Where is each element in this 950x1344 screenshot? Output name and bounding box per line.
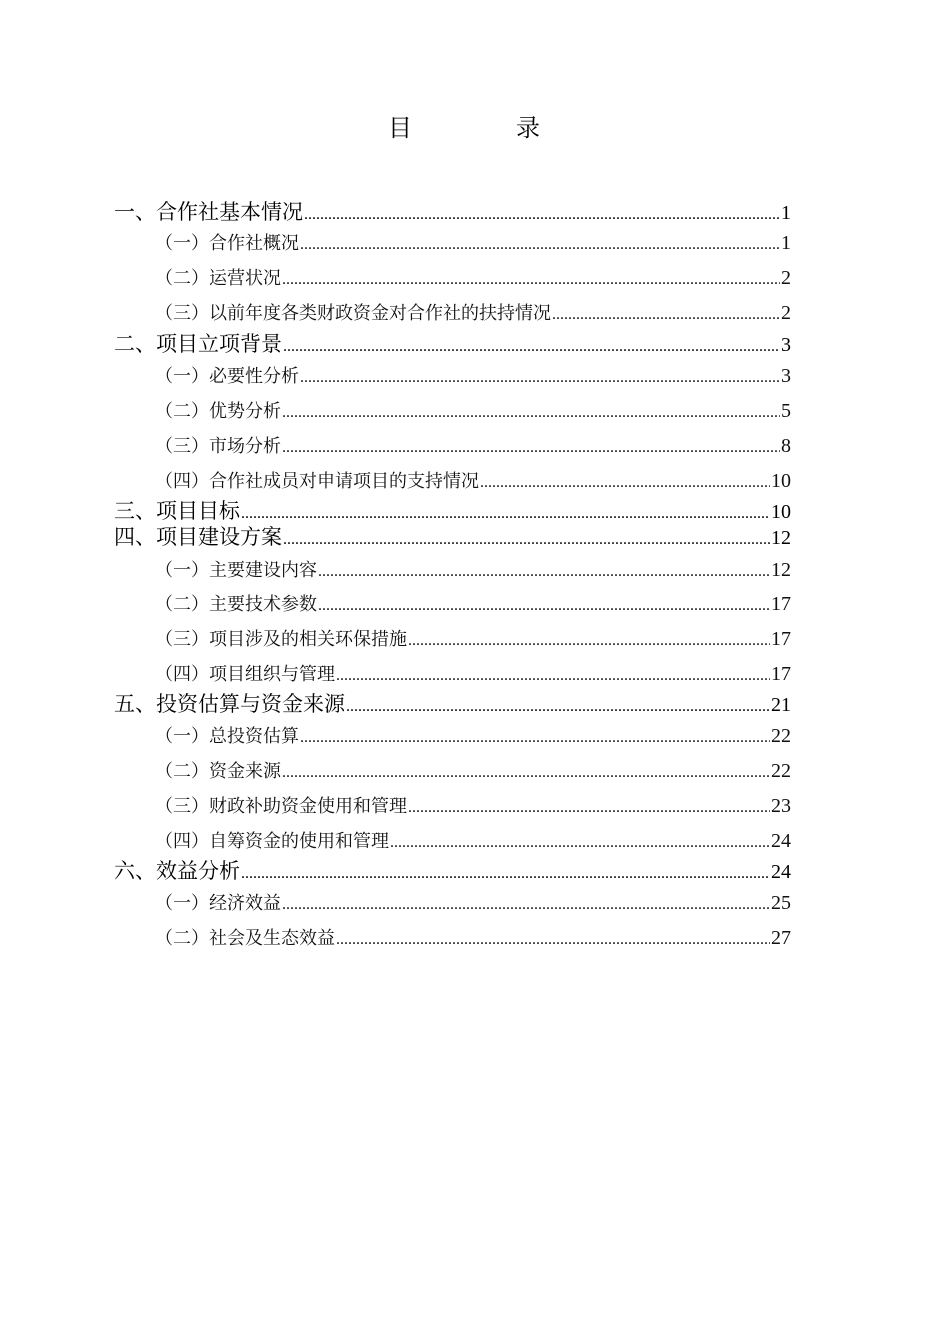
toc-page-number: 21 <box>771 694 791 716</box>
toc-subsection-entry[interactable] <box>155 722 791 748</box>
toc-title-char-2: 录 <box>516 114 540 142</box>
toc-subsection-entry[interactable] <box>155 827 791 853</box>
toc-entry-label: 二、项目立项背景 <box>114 332 282 356</box>
toc-subsection-entry[interactable] <box>155 660 791 686</box>
toc-page-number: 22 <box>771 760 791 782</box>
toc-dot-leader <box>318 597 770 615</box>
toc-dot-leader <box>552 306 780 324</box>
toc-entry-label: （二）社会及生态效益 <box>155 928 335 949</box>
toc-section-entry[interactable] <box>114 521 791 551</box>
toc-dot-leader <box>408 799 770 817</box>
toc-entry-label: 三、项目目标 <box>114 499 240 523</box>
toc-page-number: 10 <box>771 470 791 492</box>
toc-page-number: 10 <box>771 501 791 523</box>
toc-dot-leader <box>282 439 780 457</box>
toc-page-number: 3 <box>781 365 791 387</box>
toc-subsection-entry[interactable] <box>155 432 791 458</box>
toc-dot-leader <box>304 206 780 224</box>
toc-entry-label: （二）优势分析 <box>155 401 281 422</box>
toc-page-number: 12 <box>771 559 791 581</box>
toc-dot-leader <box>241 865 770 883</box>
toc-dot-leader <box>318 563 770 581</box>
toc-page-number: 25 <box>771 892 791 914</box>
toc-page-number: 27 <box>771 927 791 949</box>
toc-dot-leader <box>336 931 770 949</box>
toc-page-number: 3 <box>781 334 791 356</box>
toc-dot-leader <box>283 338 780 356</box>
toc-subsection-entry[interactable] <box>155 757 791 783</box>
toc-subsection-entry[interactable] <box>155 792 791 818</box>
toc-dot-leader <box>390 834 770 852</box>
toc-subsection-entry[interactable] <box>155 362 791 388</box>
toc-page-number: 23 <box>771 795 791 817</box>
toc-entry-label: 四、项目建设方案 <box>114 525 282 549</box>
toc-dot-leader <box>346 698 770 716</box>
toc-subsection-entry[interactable] <box>155 924 791 950</box>
toc-entry-label: （四）自筹资金的使用和管理 <box>155 831 389 852</box>
toc-dot-leader <box>282 404 780 422</box>
toc-subsection-entry[interactable] <box>155 299 791 325</box>
toc-dot-leader <box>300 729 770 747</box>
toc-subsection-entry[interactable] <box>155 889 791 915</box>
toc-page-number: 12 <box>771 527 791 549</box>
toc-page-number: 17 <box>771 593 791 615</box>
toc-subsection-entry[interactable] <box>155 229 791 255</box>
toc-subsection-entry[interactable] <box>155 590 791 616</box>
toc-entry-label: （三）以前年度各类财政资金对合作社的扶持情况 <box>155 303 551 324</box>
toc-entry-label: （三）财政补助资金使用和管理 <box>155 796 407 817</box>
toc-page-number: 22 <box>771 725 791 747</box>
toc-subsection-entry[interactable] <box>155 264 791 290</box>
toc-entry-label: （一）合作社概况 <box>155 233 299 254</box>
toc-dot-leader <box>283 531 770 549</box>
toc-entry-label: （四）项目组织与管理 <box>155 664 335 685</box>
toc-entry-label: 六、效益分析 <box>114 859 240 883</box>
toc-page-number: 17 <box>771 628 791 650</box>
toc-entry-label: （二）主要技术参数 <box>155 594 317 615</box>
toc-page-number: 24 <box>771 861 791 883</box>
toc-entry-label: （一）主要建设内容 <box>155 560 317 581</box>
toc-entry-label: （四）合作社成员对申请项目的支持情况 <box>155 471 479 492</box>
toc-section-entry[interactable] <box>114 855 791 885</box>
toc-page-number: 2 <box>781 267 791 289</box>
toc-page-number: 5 <box>781 400 791 422</box>
toc-dot-leader <box>408 632 770 650</box>
toc-dot-leader <box>336 667 770 685</box>
toc-title <box>0 108 950 148</box>
toc-section-entry[interactable] <box>114 196 791 226</box>
toc-subsection-entry[interactable] <box>155 556 791 582</box>
toc-title-char-1: 目 <box>388 114 412 142</box>
toc-entry-label: （一）必要性分析 <box>155 366 299 387</box>
toc-dot-leader <box>282 896 770 914</box>
toc-entry-label: （二）资金来源 <box>155 761 281 782</box>
toc-entry-label: （三）市场分析 <box>155 436 281 457</box>
toc-page-number: 1 <box>781 202 791 224</box>
toc-page-number: 24 <box>771 830 791 852</box>
toc-subsection-entry[interactable] <box>155 625 791 651</box>
toc-page-number: 1 <box>781 232 791 254</box>
toc-dot-leader <box>480 474 770 492</box>
toc-dot-leader <box>282 764 770 782</box>
toc-page-number: 17 <box>771 663 791 685</box>
toc-entry-label: 一、合作社基本情况 <box>114 200 303 224</box>
toc-dot-leader <box>300 369 780 387</box>
toc-entry-label: （一）总投资估算 <box>155 726 299 747</box>
toc-entry-label: （一）经济效益 <box>155 893 281 914</box>
toc-subsection-entry[interactable] <box>155 397 791 423</box>
toc-entry-label: 五、投资估算与资金来源 <box>114 692 345 716</box>
toc-entry-label: （三）项目涉及的相关环保措施 <box>155 629 407 650</box>
toc-subsection-entry[interactable] <box>155 467 791 493</box>
toc-dot-leader <box>300 236 780 254</box>
toc-section-entry[interactable] <box>114 328 791 358</box>
toc-section-entry[interactable] <box>114 688 791 718</box>
toc-entry-label: （二）运营状况 <box>155 268 281 289</box>
toc-page-number: 8 <box>781 435 791 457</box>
toc-page-number: 2 <box>781 302 791 324</box>
toc-dot-leader <box>282 271 780 289</box>
